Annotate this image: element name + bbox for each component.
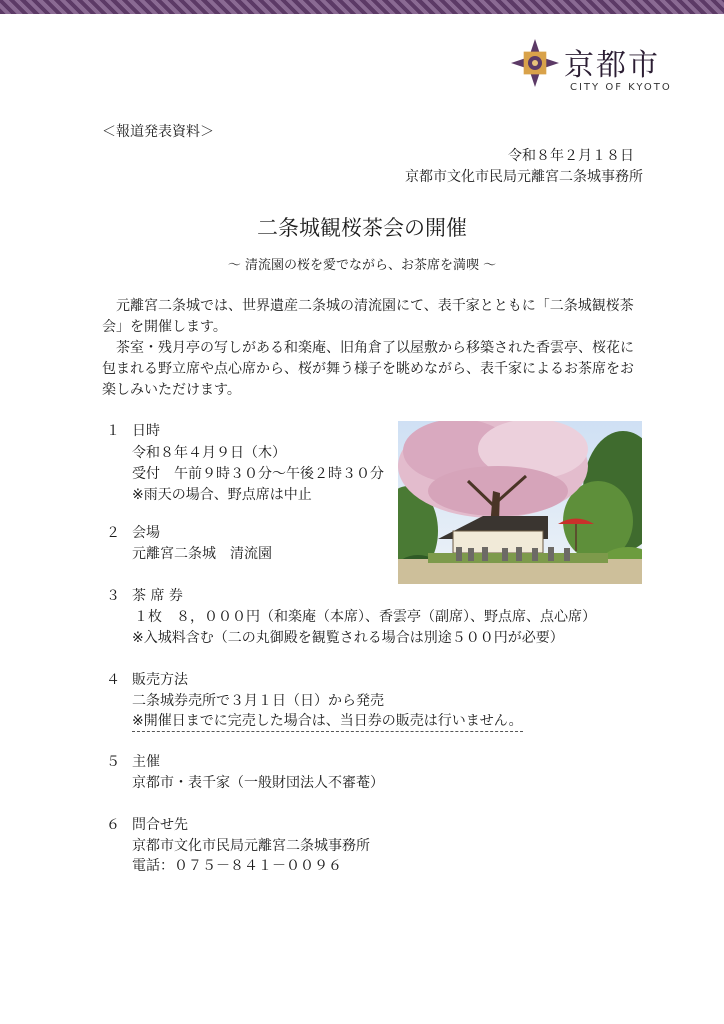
section-1-line: ※雨天の場合、野点席は中止 — [132, 487, 312, 503]
logo-name: 京都市 — [564, 48, 660, 83]
city-emblem-icon — [510, 38, 560, 88]
section-6-number: ６ — [106, 817, 120, 833]
section-1-line: 受付 午前９時３０分～午後２時３０分 — [132, 466, 384, 482]
logo-subtitle: CITY OF KYOTO — [570, 82, 672, 93]
page-subtitle: ～ 清流園の桜を愛でながら、お茶席を満喫 ～ — [227, 258, 497, 273]
section-1-heading: 日時 — [132, 423, 160, 439]
section-3-number: ３ — [106, 588, 120, 604]
section-4-heading: 販売方法 — [132, 672, 188, 688]
section-4-note: ※開催日までに完売した場合は、当日券の販売は行いません。 — [132, 711, 523, 732]
press-release-label: ＜報道発表資料＞ — [102, 124, 214, 140]
section-4-line: 二条城券売所で３月１日（日）から発売 — [132, 693, 384, 709]
section-1-line: 令和８年４月９日（木） — [132, 445, 286, 461]
intro-paragraph-1: 元離宮二条城では、世界遺産二条城の清流園にて、表千家とともに「二条城観桜茶会」を開催します。 — [102, 298, 634, 335]
cherry-blossom-garden-photo — [398, 421, 642, 584]
section-1-number: １ — [106, 423, 120, 439]
section-2-line: 元離宮二条城 清流園 — [132, 546, 272, 562]
section-2-number: ２ — [106, 525, 120, 541]
page-title: 二条城観桜茶会の開催 — [257, 216, 467, 240]
intro-paragraph-2: 茶室・残月亭の写しがある和楽庵、旧角倉了以屋敷から移築された香雲亭、桜花に包まれる野立席や点心席から、桜が舞う様子を眺めながら、表千家によるお茶席をお楽しみいただけます。 — [102, 340, 634, 398]
section-6-line: 京都市文化市民局元離宮二条城事務所 — [132, 838, 370, 854]
section-5-line: 京都市・表千家（一般財団法人不審菴） — [132, 775, 384, 791]
section-3-heading: 茶 席 券 — [132, 588, 183, 604]
section-3-line: ※入城料含む（二の丸御殿を観覧される場合は別途５００円が必要） — [132, 630, 564, 646]
section-6-phone: 電話：０７５－８４１－００９６ — [132, 858, 342, 874]
top-pattern-band — [0, 0, 724, 14]
section-2-heading: 会場 — [132, 525, 160, 541]
section-5-heading: 主催 — [132, 754, 160, 770]
release-date: 令和８年２月１８日 — [508, 148, 634, 164]
section-6-heading: 問合せ先 — [132, 817, 188, 833]
kyoto-city-logo — [510, 38, 680, 98]
section-3-line: １枚 ８，０００円（和楽庵（本席）、香雲亭（副席）、野点席、点心席） — [134, 609, 596, 625]
section-5-number: ５ — [106, 754, 120, 770]
section-4-number: ４ — [106, 672, 120, 688]
issuing-office: 京都市文化市民局元離宮二条城事務所 — [405, 169, 643, 185]
